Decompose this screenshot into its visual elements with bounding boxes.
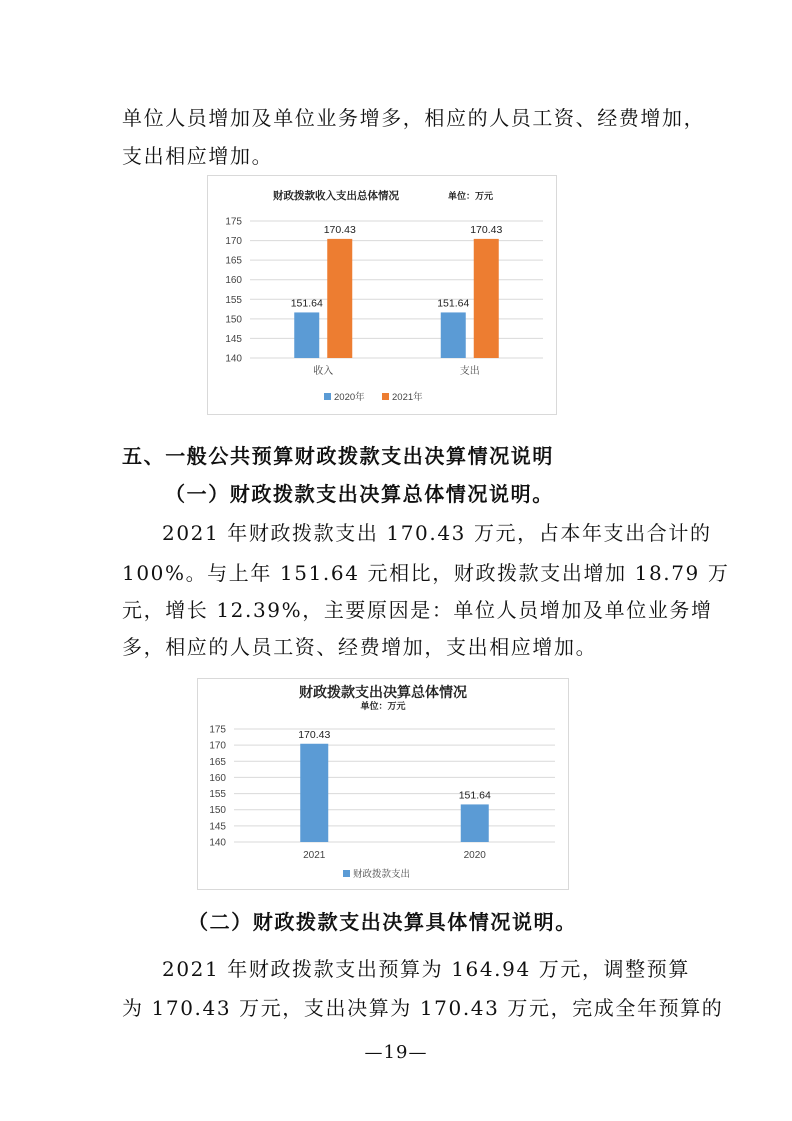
paragraph-line: 100%。与上年 151.64 元相比，财政拨款支出增加 18.79 万 (122, 561, 730, 585)
y-tick-label: 145 (209, 821, 226, 833)
paragraph-line: 单位人员增加及单位业务增多，相应的人员工资、经费增加， (122, 106, 706, 130)
data-label: 170.43 (470, 223, 503, 236)
bar (441, 312, 466, 358)
chart-unit-label: 单位：万元 (360, 701, 406, 711)
x-tick-label: 支出 (459, 366, 480, 377)
legend-label: 2021年 (392, 392, 423, 403)
y-tick-label: 140 (225, 353, 242, 365)
y-tick-label: 165 (209, 756, 226, 768)
y-tick-label: 160 (209, 772, 226, 784)
y-tick-label: 175 (209, 724, 226, 736)
bar (300, 744, 328, 842)
chart-title: 财政拨款支出决算总体情况 (299, 684, 467, 700)
subsection-title: （一）财政拨款支出决算总体情况说明。 (165, 482, 554, 506)
data-label: 170.43 (298, 728, 331, 741)
bar (474, 239, 499, 358)
y-tick-label: 145 (225, 333, 242, 345)
y-tick-label: 165 (225, 255, 242, 267)
chart-expense-total (197, 678, 569, 890)
legend-swatch (343, 870, 350, 877)
chart-expense-total-svg (198, 679, 568, 889)
y-tick-label: 155 (225, 294, 242, 306)
paragraph-line: 2021 年财政拨款支出 170.43 万元，占本年支出合计的 (162, 521, 712, 545)
bar (327, 239, 352, 358)
x-tick-label: 2021 (303, 850, 326, 861)
page-number: —19— (364, 1042, 428, 1063)
chart-income-expense (207, 175, 557, 415)
y-tick-label: 170 (209, 740, 226, 752)
section-title: 五、一般公共预算财政拨款支出决算情况说明 (122, 444, 554, 468)
chart-title: 财政拨款收入支出总体情况 (273, 190, 399, 202)
legend-swatch (324, 393, 331, 400)
data-label: 151.64 (437, 297, 470, 310)
subsection-title: （二）财政拨款支出决算具体情况说明。 (188, 910, 577, 934)
chart-income-expense-svg (208, 176, 556, 414)
paragraph-line: 支出相应增加。 (122, 144, 274, 168)
y-tick-label: 140 (209, 837, 226, 849)
bar (294, 312, 319, 358)
data-label: 170.43 (323, 223, 356, 236)
x-tick-label: 收入 (313, 366, 334, 377)
paragraph-line: 元，增长 12.39%，主要原因是：单位人员增加及单位业务增 (122, 598, 713, 622)
bar (461, 804, 489, 842)
paragraph-line: 多，相应的人员工资、经费增加，支出相应增加。 (122, 635, 598, 659)
paragraph-line: 为 170.43 万元，支出决算为 170.43 万元，完成全年预算的 (122, 996, 724, 1020)
y-tick-label: 150 (225, 314, 242, 326)
y-tick-label: 175 (225, 216, 242, 228)
chart-unit-label: 单位：万元 (448, 191, 494, 201)
y-tick-label: 160 (225, 275, 242, 287)
y-tick-label: 170 (225, 236, 242, 248)
legend-label: 财政拨款支出 (353, 869, 411, 880)
legend-label: 2020年 (334, 392, 365, 403)
y-tick-label: 150 (209, 805, 226, 817)
paragraph-line: 2021 年财政拨款支出预算为 164.94 万元，调整预算 (162, 957, 690, 981)
y-tick-label: 155 (209, 789, 226, 801)
legend-swatch (382, 393, 389, 400)
data-label: 151.64 (458, 789, 491, 802)
data-label: 151.64 (290, 297, 323, 310)
x-tick-label: 2020 (463, 850, 486, 861)
